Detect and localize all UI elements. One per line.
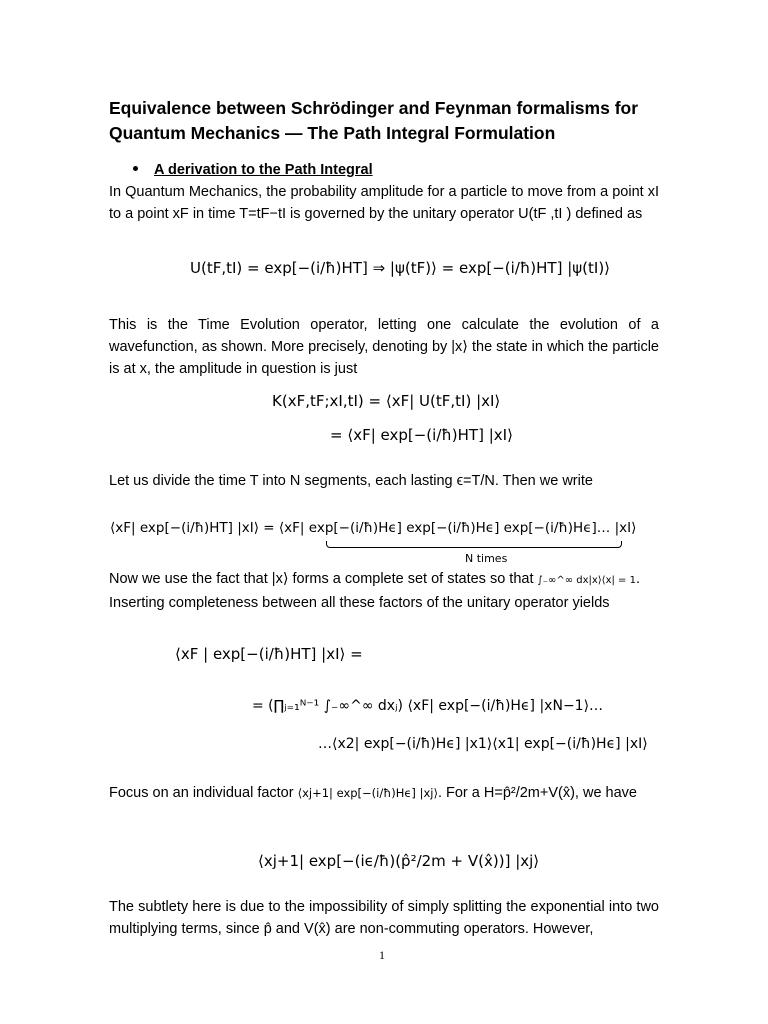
equation-2a-text: K(xF,tF;xI,tI) = ⟨xF| U(tF,tI) |xI⟩ [272, 392, 501, 410]
equation-3 [110, 520, 636, 536]
completeness-relation: ∫₋∞^∞ dx|x⟩⟨x| = 1 [537, 575, 636, 586]
equation-4c-text: …⟨x2| exp[−(i/ħ)Hϵ] |x1⟩⟨x1| exp[−(i/ħ)Hϵ] |xI⟩ [318, 736, 648, 752]
paragraph-5-text-b: . For a H=p̂²/2m+V(x̂), we have [437, 785, 637, 801]
paragraph-2: This is the Time Evolution operator, letting one calculate the evolution of a wavefunction, as shown. More precisely, denoting by |x⟩ the state in which the particle is at x, the amplitude in question is just [109, 317, 659, 377]
equation-4c [318, 736, 648, 752]
paragraph-5 [109, 782, 659, 804]
section-heading-text: A derivation to the Path Integral [154, 162, 373, 178]
paragraph-4-text-a: Now we use the fact that |x⟩ forms a complete set of states so that [109, 571, 534, 587]
equation-2b [330, 426, 513, 444]
equation-4a [175, 645, 363, 663]
equation-5-text: ⟨xj+1| exp[−(iϵ/ħ)(p̂²/2m + V(x̂))] |xj⟩ [258, 852, 540, 870]
equation-2b-text: = ⟨xF| exp[−(i/ħ)HT] |xI⟩ [330, 426, 513, 444]
underbrace [326, 541, 622, 548]
section-heading [133, 162, 373, 178]
equation-5 [258, 852, 539, 870]
equation-2a [272, 392, 500, 410]
equation-4b-text: = (∏ⱼ₌₁ᴺ⁻¹ ∫₋∞^∞ dxⱼ) ⟨xF| exp[−(i/ħ)Hϵ] |xN−1⟩… [252, 698, 604, 714]
equation-3-text: ⟨xF| exp[−(i/ħ)HT] |xI⟩ = ⟨xF| exp[−(i/ħ)Hϵ] exp[−(i/ħ)Hϵ] exp[−(i/ħ)Hϵ]… |xI⟩ [110, 520, 637, 536]
paragraph-1: In Quantum Mechanics, the probability amplitude for a particle to move from a point xI to a point xF in time T=tF−tI is governed by the unitary operator U(tF ,tI ) defined as [109, 184, 659, 222]
paragraph-5-text-a: Focus on an individual factor [109, 785, 294, 801]
paragraph-3: Let us divide the time T into N segments, each lasting ϵ=T/N. Then we write [109, 473, 593, 489]
paragraph-6: The subtlety here is due to the impossibility of simply splitting the exponential into two multiplying terms, since p̂ and V(x̂) are non-commuting operators. However, [109, 899, 659, 937]
underbrace-label: N times [465, 552, 508, 565]
equation-1-text: U(tF,tI) = exp[−(i/ħ)HT] ⇒ |ψ(tF)⟩ = exp[−(i/ħ)HT] |ψ(tI)⟩ [190, 259, 611, 277]
equation-1 [190, 259, 610, 277]
document-title: Equivalence between Schrödinger and Feynman formalisms for Quantum Mechanics — The Path Integral Formulation [109, 98, 639, 143]
page-number: 1 [379, 948, 385, 962]
bullet-icon [133, 166, 138, 171]
paragraph-4-text-b: Inserting completeness between all these factors of the unitary operator yields [109, 595, 610, 611]
equation-4b [252, 698, 603, 714]
individual-factor: ⟨xj+1| exp[−(i/ħ)Hϵ] |xj⟩ [297, 786, 438, 800]
equation-4a-text: ⟨xF | exp[−(i/ħ)HT] |xI⟩ = [175, 645, 363, 663]
paragraph-4: Now we use the fact that |x⟩ forms a complete set of states so that ∫₋∞^∞ dx|x⟩⟨x| = 1. Inserting completeness between all these factors of the unitary operator yields [109, 571, 640, 611]
